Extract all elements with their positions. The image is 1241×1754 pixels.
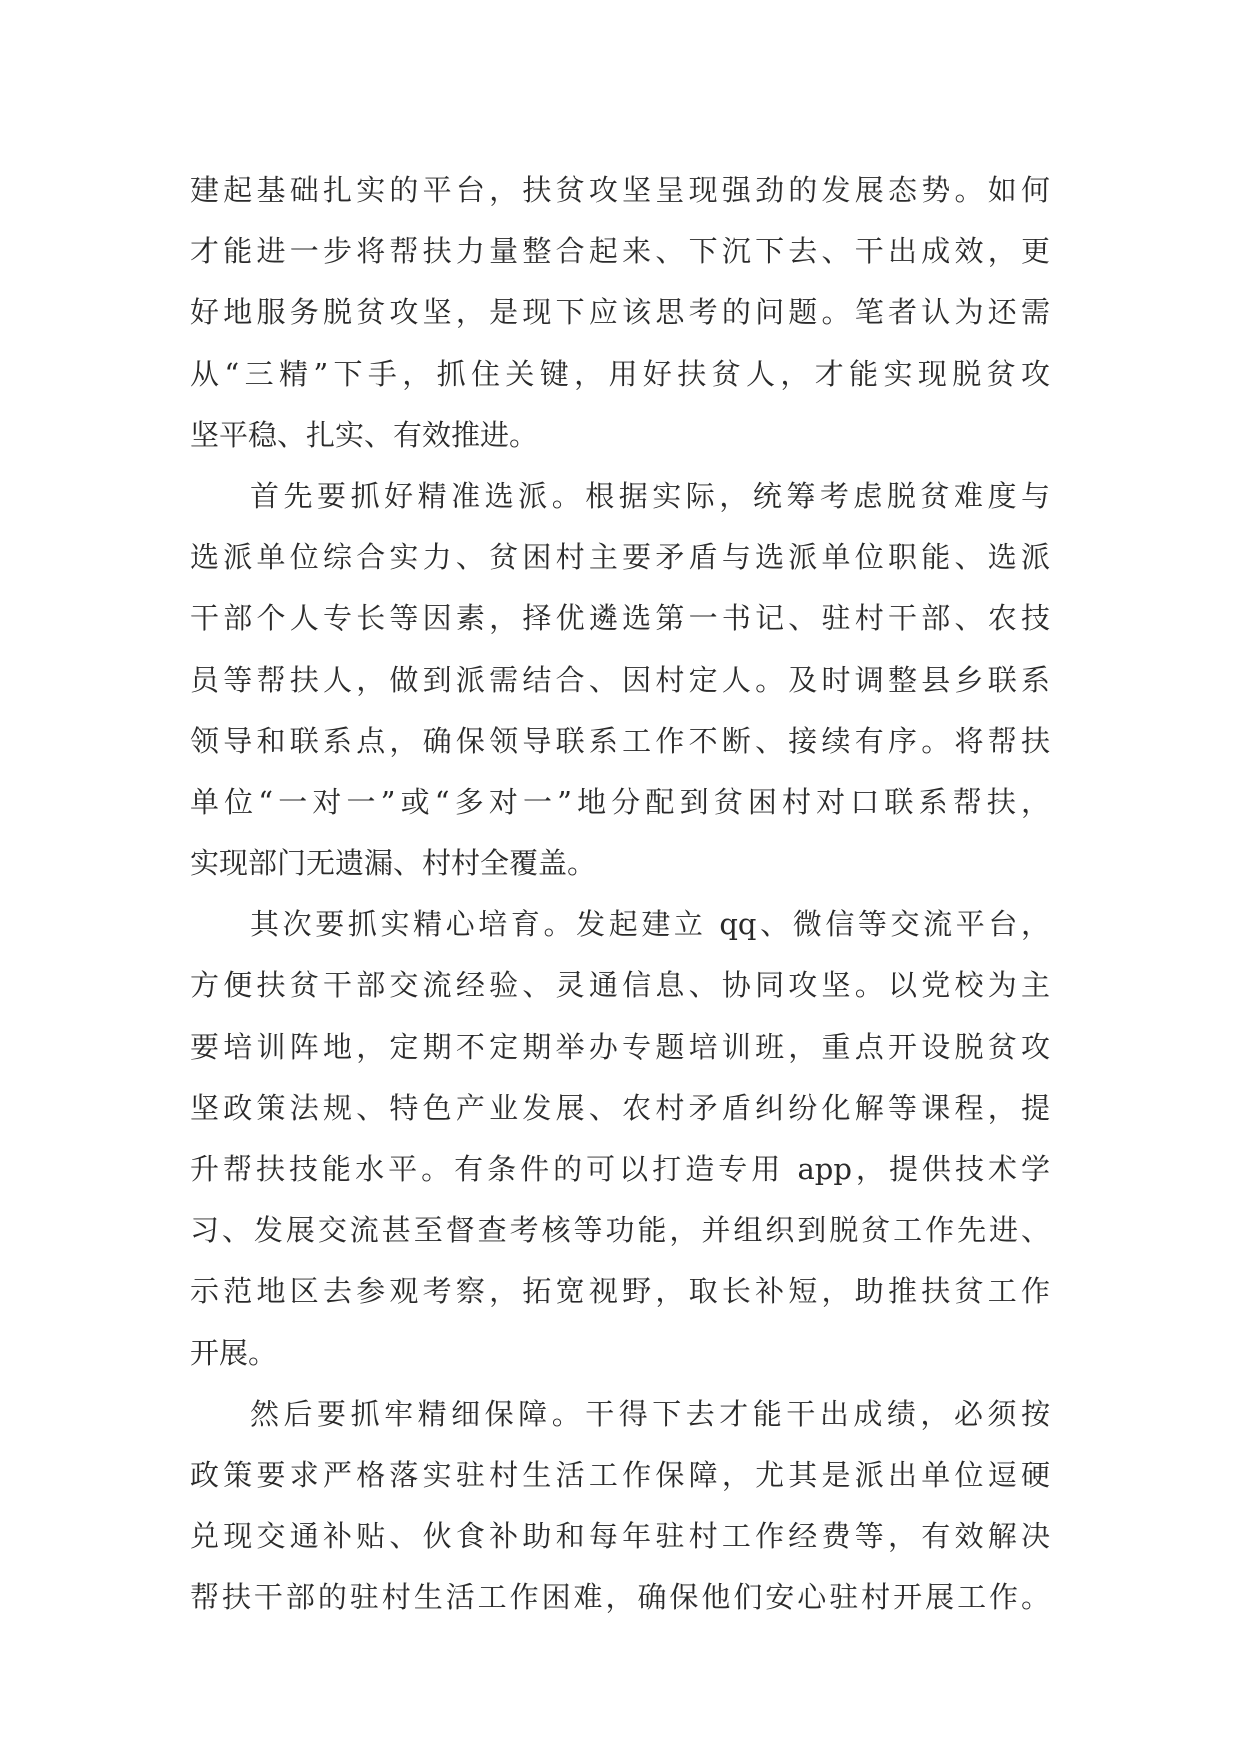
text-line: 才能进一步将帮扶力量整合起来、下沉下去、干出成效，更: [190, 234, 1050, 269]
text-line: 政策要求严格落实驻村生活工作保障，尤其是派出单位逗硬: [190, 1457, 1050, 1492]
text-line: 要培训阵地，定期不定期举办专题培训班，重点开设脱贫攻: [190, 1029, 1050, 1064]
paragraph: [190, 466, 1050, 894]
text-line: 领导和联系点，确保领导联系工作不断、接续有序。将帮扶: [190, 723, 1050, 758]
text-line: 建起基础扎实的平台，扶贫攻坚呈现强劲的发展态势。如何: [190, 173, 1050, 207]
text-line: 习、发展交流甚至督查考核等功能，并组织到脱贫工作先进、: [190, 1213, 1050, 1248]
text-line: 然后要抓牢精细保障。干得下去才能干出成绩，必须按: [250, 1396, 1050, 1431]
text-line: 首先要抓好精准选派。根据实际，统筹考虑脱贫难度与: [250, 478, 1050, 513]
text-line: 升帮扶技能水平。有条件的可以打造专用 app，提供技术学: [190, 1152, 1050, 1186]
text-line: 示范地区去参观考察，拓宽视野，取长补短，助推扶贫工作: [190, 1274, 1050, 1309]
document-body: [190, 160, 1050, 1629]
text-line: 开展。: [190, 1335, 278, 1370]
text-line: 从“三精”下手，抓住关键，用好扶贫人，才能实现脱贫攻: [190, 356, 1050, 391]
text-line: 干部个人专长等因素，择优遴选第一书记、驻村干部、农技: [190, 601, 1050, 636]
text-line: 员等帮扶人，做到派需结合、因村定人。及时调整县乡联系: [190, 662, 1050, 697]
text-line: 选派单位综合实力、贫困村主要矛盾与选派单位职能、选派: [190, 540, 1050, 575]
text-line: 方便扶贫干部交流经验、灵通信息、协同攻坚。以党校为主: [190, 968, 1050, 1003]
text-line: 帮扶干部的驻村生活工作困难，确保他们安心驻村开展工作。: [190, 1580, 1050, 1615]
text-line: 实现部门无遗漏、村村全覆盖。: [190, 846, 597, 881]
text-line: 坚政策法规、特色产业发展、农村矛盾纠纷化解等课程，提: [190, 1090, 1050, 1125]
text-line: 好地服务脱贫攻坚，是现下应该思考的问题。笔者认为还需: [190, 295, 1050, 330]
text-line: 兑现交通补贴、伙食补助和每年驻村工作经费等，有效解决: [190, 1519, 1050, 1554]
paragraph: [190, 1384, 1050, 1629]
paragraph: [190, 894, 1050, 1384]
text-line: 其次要抓实精心培育。发起建立 qq、微信等交流平台，: [250, 907, 1050, 942]
text-line: 单位“一对一”或“多对一”地分配到贫困村对口联系帮扶，: [190, 784, 1050, 819]
text-line: 坚平稳、扎实、有效推进。: [190, 417, 539, 452]
paragraph: [190, 160, 1050, 466]
